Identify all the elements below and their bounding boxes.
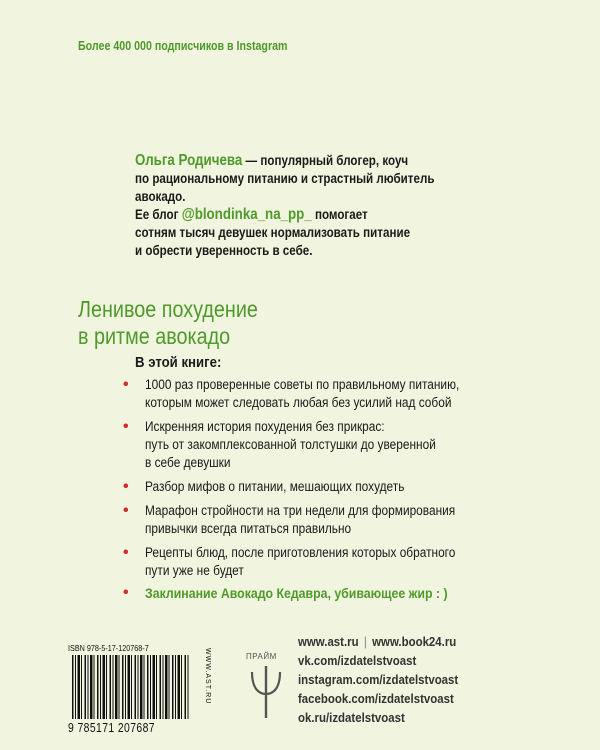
isbn-text: ISBN 978-5-17-120768-7 [68,643,149,653]
link-separator: | [363,634,367,649]
list-item [123,502,583,538]
barcode-digits: 9 785171 207687 [68,720,155,735]
author-bio-line-5: сотням тысяч девушек нормализовать питание [135,225,411,240]
author-bio-line-2: по рациональному питанию и страстный любитель [135,171,435,186]
author-bio-line-4-end: помогает [311,207,368,222]
list-item-text [145,478,530,496]
list-item [123,418,583,472]
author-bio-line-1: — популярный блогер, коуч [242,153,409,168]
book-title-line-1: Ленивое похудение [78,296,258,322]
in-book-heading: В этой книге: [135,354,222,371]
link-ok[interactable]: ok.ru/izdatelstvoast [298,710,405,725]
bullet-icon: • [123,584,129,601]
publisher-logo [246,652,286,722]
author-name: Ольга Родичева [135,152,243,169]
link-book24[interactable]: www.book24.ru [372,634,457,649]
psi-logo-icon [246,652,286,722]
instagram-handle: @blondinka_na_pp_ [181,206,312,223]
bullet-icon: • [123,544,129,561]
list-item-text [145,544,530,580]
barcode-icon [72,655,190,719]
list-item-line: путь от закомплексованной толстушки до уверенной [145,437,436,452]
link-facebook[interactable]: facebook.com/izdatelstvoast [298,691,454,706]
spell-highlight [123,585,489,601]
list-item [123,376,583,412]
publisher-logo-text: ПРАЙМ [246,652,277,661]
list-item-line: Рецепты блюд, после приготовления которых обратного [145,545,456,560]
vertical-site-url: WWW.AST.RU [204,648,211,705]
list-item-line: в себе девушки [145,455,231,470]
author-bio [135,152,575,260]
bullet-icon: • [123,376,129,393]
list-item-line: Искренняя история похудения без прикрас: [145,419,385,434]
barcode-block [68,643,198,735]
spell-text: Заклинание Авокадо Кедавра, убивающее жир : ) [145,585,448,601]
list-item-line: Марафон стройности на три недели для формирования [145,503,456,518]
bullet-icon: • [123,478,129,495]
subscribers-banner: Более 400 000 подписчиков в Instagram [78,38,288,53]
list-item-line: привычки всегда питаться правильно [145,521,352,536]
author-bio-line-6: и обрести уверенность в себе. [135,243,313,258]
list-item [123,478,583,496]
book-title [78,296,258,350]
bullet-icon: • [123,502,129,519]
list-item-line: Разбор мифов о питании, мешающих похудеть [145,479,405,494]
link-ast[interactable]: www.ast.ru [298,634,359,649]
author-bio-line-3: авокадо. [135,189,186,204]
link-instagram[interactable]: instagram.com/izdatelstvoast [298,672,459,687]
list-item-line: пути уже не будет [145,563,244,578]
list-item-line: которым может следовать любая без усилий над собой [145,395,452,410]
list-item-text [145,376,530,412]
feature-list [123,376,583,586]
link-vk[interactable]: vk.com/izdatelstvoast [298,653,417,668]
book-title-line-2: в ритме авокадо [78,323,231,349]
bullet-icon: • [123,418,129,435]
publisher-links [298,632,480,727]
list-item-text [145,418,530,472]
author-bio-line-4-start: Ее блог [135,207,182,222]
list-item-text [145,502,530,538]
list-item [123,544,583,580]
list-item-line: 1000 раз проверенные советы по правильному питанию, [145,377,460,392]
